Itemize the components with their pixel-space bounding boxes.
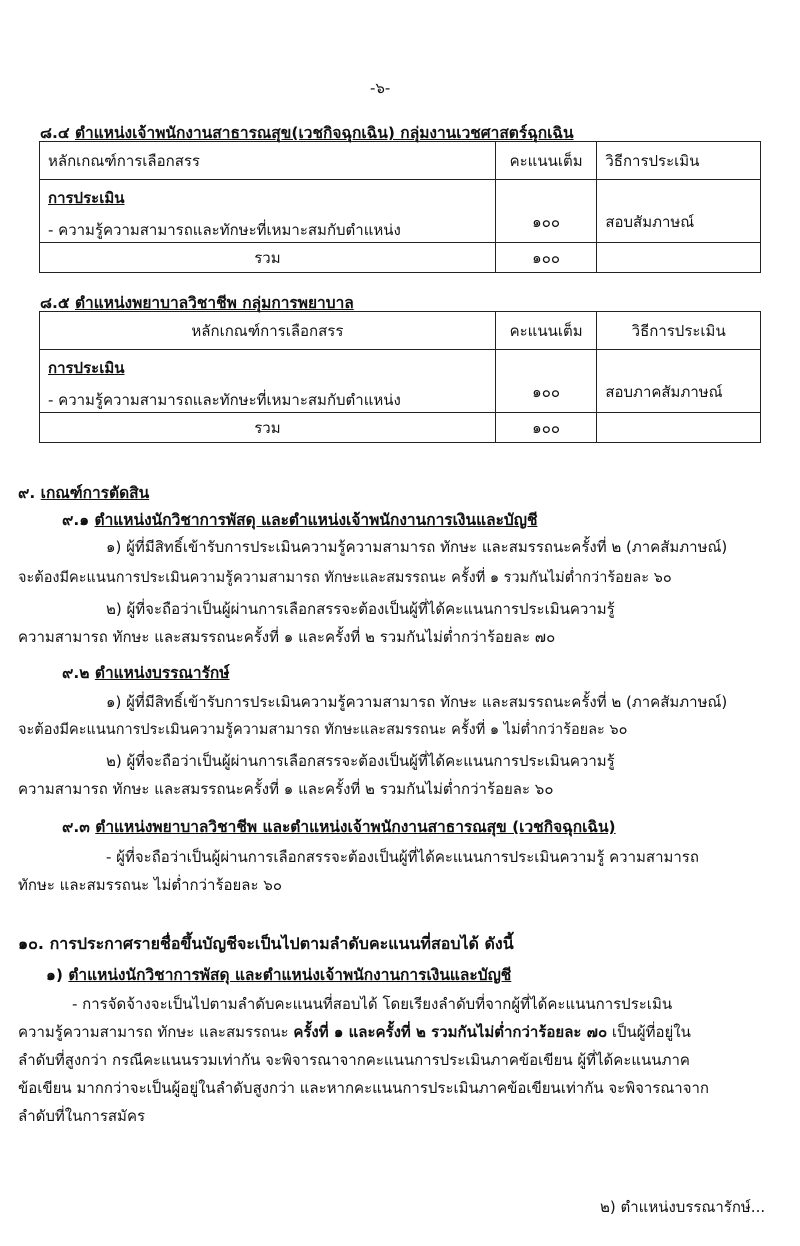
section-10-1-number: ๑) <box>46 966 63 984</box>
section-9-number: ๙. <box>18 484 36 502</box>
s9-1-p2-line1: ๒) ผู้ที่จะถือว่าเป็นผู้ผ่านการเลือกสรรจะต้องเป็นผู้ที่ได้คะแนนการประเมินความรู้ <box>106 600 615 618</box>
eval-method: สอบภาคสัมภาษณ์ <box>597 350 761 413</box>
header-method: วิธีการประเมิน <box>597 312 761 350</box>
section-9-3-title: ตำแหน่งพยาบาลวิชาชีพ และตำแหน่งเจ้าพนักงานสาธารณสุข (เวชกิจฉุกเฉิน) <box>95 818 616 836</box>
s9-2-p2-line2: ความสามารถ ทักษะ และสมรรถนะครั้งที่ ๑ และครั้งที่ ๒ รวมกันไม่ต่ำกว่าร้อยละ ๖๐ <box>18 780 554 798</box>
s10-line2-bold: ครั้งที่ ๑ และครั้งที่ ๒ รวมกันไม่ต่ำกว่าร้อยละ ๗๐ <box>293 1023 608 1041</box>
s9-3-line1: - ผู้ที่จะถือว่าเป็นผู้ผ่านการเลือกสรรจะต้องเป็นผู้ที่ได้คะแนนการประเมินความรู้ ความสามารถ <box>106 848 699 866</box>
section-9-title: เกณฑ์การตัดสิน <box>40 484 150 502</box>
s9-1-p1-line1: ๑) ผู้ที่มีสิทธิ์เข้ารับการประเมินความรู้ความสามารถ ทักษะ และสมรรถนะครั้งที่ ๒ (ภาคสัมภาษณ์) <box>106 538 728 556</box>
s10-line2-a: ความรู้ความสามารถ ทักษะ และสมรรถนะ <box>18 1023 294 1041</box>
page-number: -๖- <box>370 79 391 97</box>
s10-line5: ลำดับที่ในการสมัคร <box>18 1107 146 1125</box>
section-9-1-number: ๙.๑ <box>62 511 90 529</box>
total-method-empty <box>597 243 761 273</box>
header-method: วิธีการประเมิน <box>597 142 761 180</box>
eval-heading: การประเมิน <box>48 359 125 377</box>
section-10-1-heading <box>46 962 511 987</box>
eval-item: - ความรู้ความสามารถและทักษะที่เหมาะสมกับตำแหน่ง <box>48 391 401 409</box>
header-score: คะแนนเต็ม <box>495 142 597 180</box>
header-criteria: หลักเกณฑ์การเลือกสรร <box>40 142 496 180</box>
section-9-3-number: ๙.๓ <box>62 818 90 836</box>
eval-score: ๑๐๐ <box>495 350 597 413</box>
s9-1-p2-line2: ความสามารถ ทักษะ และสมรรถนะครั้งที่ ๑ และครั้งที่ ๒ รวมกันไม่ต่ำกว่าร้อยละ ๗๐ <box>18 628 556 646</box>
s9-2-p2-line1: ๒) ผู้ที่จะถือว่าเป็นผู้ผ่านการเลือกสรรจะต้องเป็นผู้ที่ได้คะแนนการประเมินความรู้ <box>106 752 615 770</box>
header-criteria: หลักเกณฑ์การเลือกสรร <box>40 312 496 350</box>
eval-cell <box>40 180 496 243</box>
total-label: รวม <box>40 243 496 273</box>
s9-2-p1-line2: จะต้องมีคะแนนการประเมินความรู้ความสามารถ ทักษะและสมรรถนะ ครั้งที่ ๑ ไม่ต่ำกว่าร้อยละ ๖๐ <box>18 722 628 738</box>
section-10-heading: ๑๐. การประกาศรายชื่อขึ้นบัญชีจะเป็นไปตามลำดับคะแนนที่สอบได้ ดังนี้ <box>18 934 514 953</box>
section-8-4-number: ๘.๔ <box>40 124 70 142</box>
section-8-4-title: ตำแหน่งเจ้าพนักงานสาธารณสุข(เวชกิจฉุกเฉิน) กลุ่มงานเวชศาสตร์ฉุกเฉิน <box>74 124 574 142</box>
section-8-5-number: ๘.๕ <box>40 294 70 312</box>
section-9-3-heading <box>62 814 616 839</box>
total-label: รวม <box>40 413 496 443</box>
criteria-table-8-5 <box>39 311 761 443</box>
s10-line2-c: เป็นผู้ที่อยู่ใน <box>607 1023 691 1041</box>
s10-line3: ลำดับที่สูงกว่า กรณีคะแนนรวมเท่ากัน จะพิจารณาจากคะแนนการประเมินภาคข้อเขียน ผู้ที่ได้คะแนนภาค <box>18 1051 690 1069</box>
eval-method: สอบสัมภาษณ์ <box>597 180 761 243</box>
section-9-1-heading <box>62 507 537 532</box>
s9-3-line2: ทักษะ และสมรรถนะ ไม่ต่ำกว่าร้อยละ ๖๐ <box>18 876 282 894</box>
header-score: คะแนนเต็ม <box>495 312 597 350</box>
eval-score: ๑๐๐ <box>495 180 597 243</box>
section-9-1-title: ตำแหน่งนักวิชาการพัสดุ และตำแหน่งเจ้าพนักงานการเงินและบัญชี <box>94 511 538 529</box>
total-method-empty <box>597 413 761 443</box>
s9-2-p1-line1: ๑) ผู้ที่มีสิทธิ์เข้ารับการประเมินความรู้ความสามารถ ทักษะ และสมรรถนะครั้งที่ ๒ (ภาคสัมภาษณ์) <box>106 693 728 711</box>
continuation-note: ๒) ตำแหน่งบรรณารักษ์... <box>600 1198 766 1216</box>
section-8-5-title: ตำแหน่งพยาบาลวิชาชีพ กลุ่มการพยาบาล <box>74 294 354 312</box>
section-9-heading <box>18 480 149 505</box>
section-9-2-title: ตำแหน่งบรรณารักษ์ <box>94 664 230 682</box>
eval-heading: การประเมิน <box>48 189 125 207</box>
eval-cell <box>40 350 496 413</box>
section-9-2-heading <box>62 660 230 685</box>
criteria-table-8-4 <box>39 141 761 273</box>
s10-line4: ข้อเขียน มากกว่าจะเป็นผู้อยู่ในลำดับสูงกว่า และหากคะแนนการประเมินภาคข้อเขียนเท่ากัน จะพิจารณาจาก <box>18 1079 709 1097</box>
total-score: ๑๐๐ <box>495 413 597 443</box>
section-9-2-number: ๙.๒ <box>62 664 90 682</box>
s10-line2 <box>18 1020 691 1044</box>
s10-line1: - การจัดจ้างจะเป็นไปตามลำดับคะแนนที่สอบได้ โดยเรียงลำดับที่จากผู้ที่ได้คะแนนการประเมิน <box>72 995 673 1013</box>
total-score: ๑๐๐ <box>495 243 597 273</box>
eval-item: - ความรู้ความสามารถและทักษะที่เหมาะสมกับตำแหน่ง <box>48 221 401 239</box>
section-10-1-title: ตำแหน่งนักวิชาการพัสดุ และตำแหน่งเจ้าพนักงานการเงินและบัญชี <box>68 966 512 984</box>
s9-1-p1-line2: จะต้องมีคะแนนการประเมินความรู้ความสามารถ ทักษะและสมรรถนะ ครั้งที่ ๑ รวมกันไม่ต่ำกว่าร้อยละ ๖๐ <box>18 570 672 586</box>
